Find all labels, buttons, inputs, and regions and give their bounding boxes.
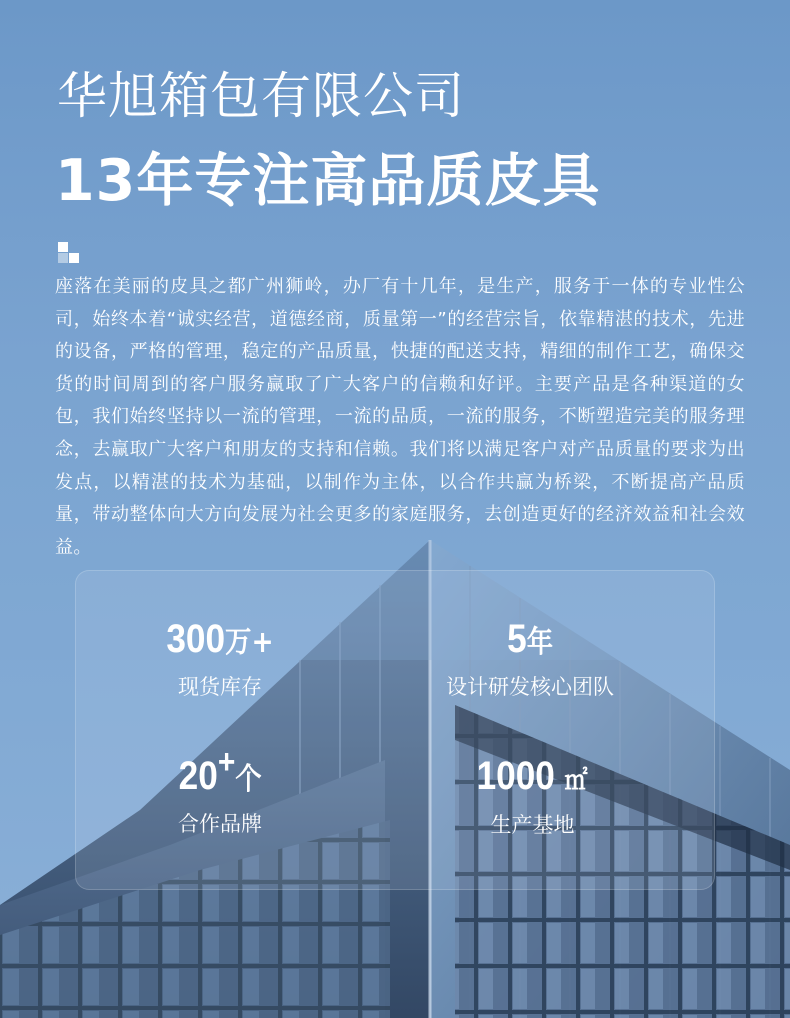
stat-inventory-label: 现货库存 (178, 675, 262, 699)
company-name: 华旭箱包有限公司 (57, 67, 465, 125)
stat-design-team-label: 设计研发核心团队 (446, 675, 614, 699)
stat-production-base-label: 生产基地 (490, 813, 575, 837)
stat-inventory (140, 615, 300, 701)
stat-design-team (425, 615, 635, 701)
stat-partner-brands-value: 20+个 (178, 743, 262, 798)
stat-production-base (440, 752, 625, 839)
stat-partner-brands (140, 743, 300, 838)
checker-squares-icon (58, 242, 84, 268)
company-intro-paragraph: 座落在美丽的皮具之都广州狮岭，办厂有十几年，是生产，服务于一体的专业性公司，始终本着“诚实经营，道德经商，质量第一”的经营宗旨，依靠精湛的技术，先进的设备，严格的管理，稳定的产品质量，快捷的配送支持，精细的制作工艺，确保交货的时间周到的客户服务赢取了广大客户的信赖和好评。主要产品是各种渠道的女包，我们始终坚持以一流的管理，一流的品质，一流的服务，不断塑造完美的服务理念，去赢取广大客户和朋友的支持和信赖。我们将以满足客户对产品质量的要求为出发点，以精湛的技术为基础，以制作为主体，以合作共赢为桥梁，不断提高产品质量，带动整体向大方向发展为社会更多的家庭服务，去创造更好的经济效益和社会效益。 (55, 276, 745, 558)
headline: 13年专注高品质皮具 (55, 148, 601, 214)
stat-inventory-value: 300万+ (166, 617, 274, 661)
stat-partner-brands-label: 合作品牌 (178, 812, 262, 836)
stat-production-base-value: 1000 ㎡ (477, 754, 588, 798)
stat-design-team-value: 5年 (507, 617, 553, 661)
